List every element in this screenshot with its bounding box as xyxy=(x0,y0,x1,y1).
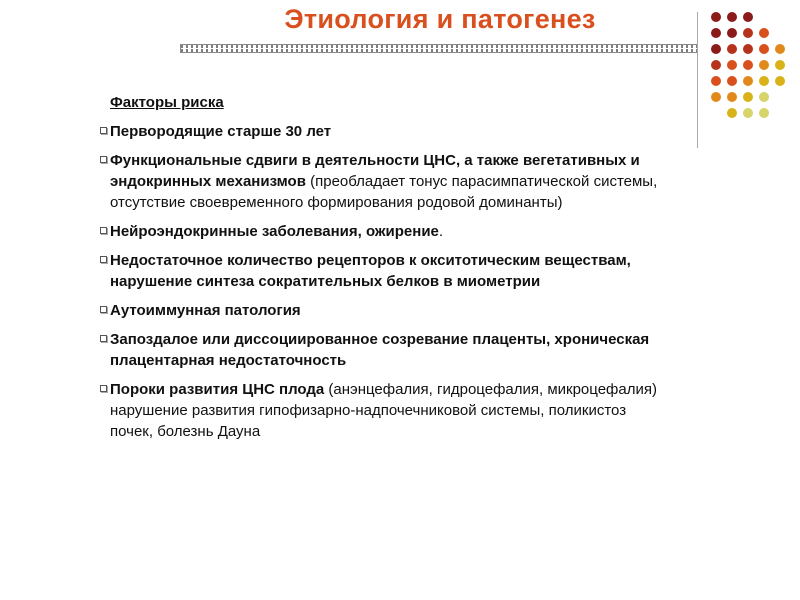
dot-icon xyxy=(759,76,769,86)
dot-icon xyxy=(711,44,721,54)
item-bold-text: Нейроэндокринные заболевания, ожирение xyxy=(110,223,439,240)
dot-icon xyxy=(759,28,769,38)
list-item xyxy=(100,150,660,213)
list-item xyxy=(100,300,660,321)
item-normal-text: . xyxy=(438,223,444,240)
slide-body xyxy=(100,92,660,450)
square-bullet-icon xyxy=(100,127,107,134)
dot-icon xyxy=(775,60,785,70)
dot-icon xyxy=(711,12,721,22)
dot-icon xyxy=(727,44,737,54)
dot-icon xyxy=(727,76,737,86)
item-bold-text: Пороки развития ЦНС плода xyxy=(110,381,325,398)
square-bullet-icon xyxy=(100,335,107,342)
vertical-divider xyxy=(697,12,698,148)
item-normal-text: (преобладает тонус парасимпатической системы, отсутствие своевременного формирования родовой доминанты) xyxy=(110,173,658,211)
dot-icon xyxy=(743,76,753,86)
dot-icon xyxy=(727,12,737,22)
dot-icon xyxy=(711,76,721,86)
square-bullet-icon xyxy=(100,256,107,263)
dot-icon xyxy=(727,60,737,70)
list-item xyxy=(100,221,660,242)
dot-icon xyxy=(711,28,721,38)
section-heading: Факторы риска xyxy=(110,94,224,111)
dot-icon xyxy=(759,92,769,102)
dot-icon xyxy=(743,28,753,38)
dot-icon xyxy=(759,60,769,70)
dot-icon xyxy=(727,108,737,118)
item-bold-text: Аутоиммунная патология xyxy=(110,302,301,319)
list-item xyxy=(100,121,660,142)
slide-title: Этиология и патогенез xyxy=(284,4,596,34)
list-item xyxy=(100,250,660,292)
list-item xyxy=(100,379,660,442)
dot-icon xyxy=(759,44,769,54)
item-bold-text: Недостаточное количество рецепторов к окситотическим веществам, нарушение синтеза сократительных белков в миометрии xyxy=(110,252,631,290)
dot-icon xyxy=(711,92,721,102)
dot-icon xyxy=(743,12,753,22)
dot-icon xyxy=(727,28,737,38)
dot-icon xyxy=(743,108,753,118)
square-bullet-icon xyxy=(100,385,107,392)
square-bullet-icon xyxy=(100,156,107,163)
list-item xyxy=(100,329,660,371)
dot-icon xyxy=(711,60,721,70)
dot-icon xyxy=(775,44,785,54)
dot-icon xyxy=(743,60,753,70)
dot-icon xyxy=(727,92,737,102)
dot-icon xyxy=(759,108,769,118)
title-underline-band xyxy=(180,44,698,53)
dot-icon xyxy=(743,44,753,54)
square-bullet-icon xyxy=(100,227,107,234)
dot-icon xyxy=(743,92,753,102)
square-bullet-icon xyxy=(100,306,107,313)
dot-icon xyxy=(775,76,785,86)
item-bold-text: Запоздалое или диссоциированное созревание плаценты, хроническая плацентарная недостаточность xyxy=(110,331,650,369)
decorative-dot-grid xyxy=(708,10,788,130)
item-bold-text: Функциональные сдвиги в деятельности ЦНС, а также вегетативных и эндокринных механизмов xyxy=(110,152,640,190)
item-normal-text: (анэнцефалия, гидроцефалия, микроцефалия) нарушение развития гипофизарно-надпочечниковой системы, поликистоз почек, болезнь Дауна xyxy=(110,381,657,440)
item-bold-text: Первородящие старше 30 лет xyxy=(110,123,332,140)
